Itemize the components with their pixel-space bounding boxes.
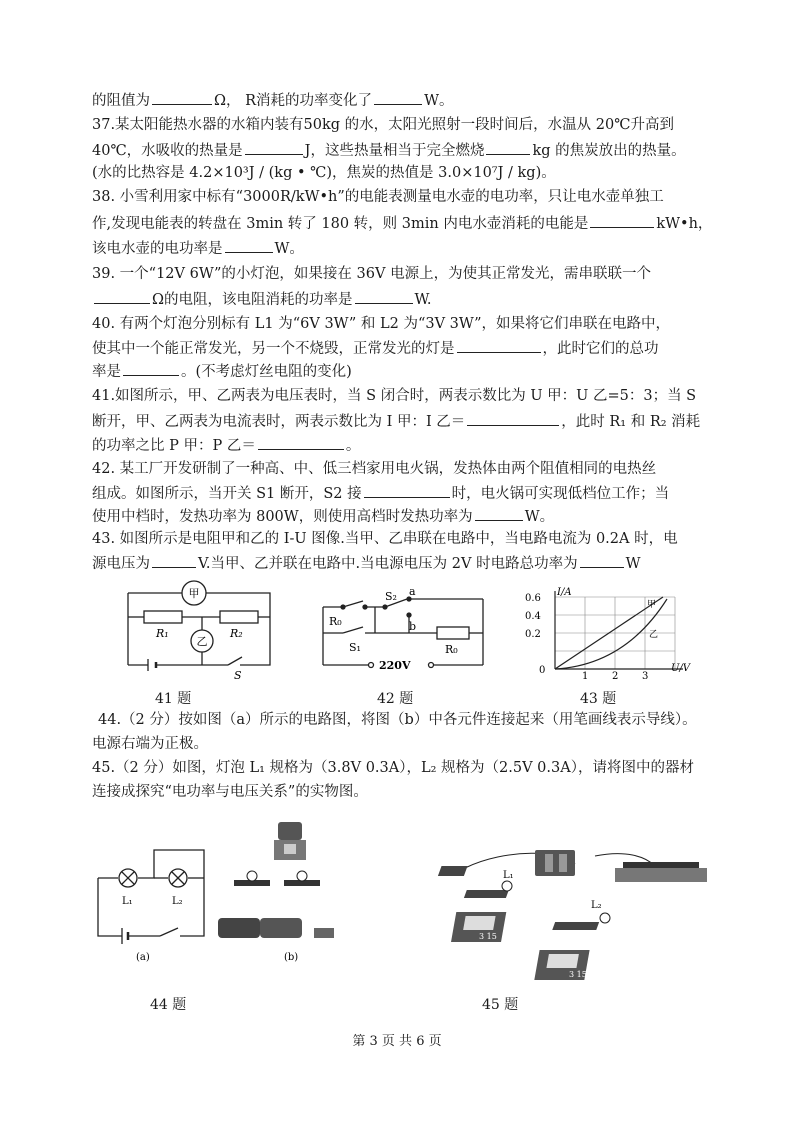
q40-line-1: 40. 有两个灯泡分别标有 L1 为“6V 3W” 和 L2 为“3V 3W”，如果将它们串联在电路中，: [92, 316, 670, 332]
y-axis-label: I/A: [557, 587, 572, 598]
answer-blank[interactable]: [457, 338, 541, 353]
figure-44b-components: [218, 822, 334, 938]
q43-line-2: 源电压为 V.当甲、乙并联在电路中.当电源电压为 2V 时电路总功率为 W: [92, 553, 640, 574]
q41-line-1: 41.如图所示，甲、乙两表为电压表时，当 S 闭合时，两表示数比为 U 甲：U 乙=5：3；当 S: [92, 388, 697, 404]
figure-42-caption: 42 题: [377, 691, 414, 707]
curve-yi-label: 乙: [649, 630, 659, 640]
x-tick-3: 3: [642, 671, 649, 682]
q38-line-1: 38. 小雪利用家中标有“3000R/kW•h”的电能表测量电水壶的电功率，只让电水壶单独工: [92, 189, 664, 205]
answer-blank[interactable]: [245, 140, 303, 155]
q36-tail-line: 的阻值为 Ω， R消耗的功率变化了 W。: [92, 90, 453, 111]
r1-label: R₁: [156, 627, 169, 640]
answer-blank[interactable]: [374, 90, 422, 105]
answer-blank[interactable]: [355, 289, 413, 304]
answer-blank[interactable]: [152, 90, 212, 105]
q40-line-2: 使其中一个能正常发光，另一个不烧毁，正常发光的灯是 ，此时它们的总功: [92, 338, 659, 359]
switch-component: [438, 866, 468, 876]
answer-blank[interactable]: [258, 435, 344, 450]
sub-a-label: (a): [136, 952, 150, 963]
answer-blank[interactable]: [590, 213, 654, 228]
q37-line-3: (水的比热容是 4.2×10³J / (kg • ℃)，焦炭的热值是 3.0×10⁷J / kg)。: [92, 165, 556, 181]
meter-1-scale: 3 15: [479, 932, 497, 941]
r2-label: R₂: [230, 627, 243, 640]
lamp-l2-component: [552, 913, 610, 930]
figure-41-circuit: [120, 585, 280, 682]
q44-line-1: 44.（2 分）按如图（a）所示的电路图，将图（b）中各元件连接起来（用笔画线表示导线）。: [98, 712, 697, 728]
l1-label: L₁: [503, 870, 514, 881]
q38-line-2: 作,发现电能表的转盘在 3min 转了 180 转，则 3min 内电水壶消耗的电能是 kW•h，: [92, 213, 712, 234]
q45-line-1: 45.（2 分）如图，灯泡 L₁ 规格为（3.8V 0.3A），L₂ 规格为（2.5V 0.3A），请将图中的器材: [92, 760, 694, 776]
x-tick-2: 2: [612, 671, 619, 682]
l2-label: L₂: [172, 896, 183, 907]
terminal-b-label: b: [409, 620, 417, 633]
q43-line-1: 43. 如图所示是电阻甲和乙的 I-U 图像.当甲、乙串联在电路中，当电路电流为 0.2A 时，电: [92, 531, 678, 547]
figure-43-iu-graph: [515, 585, 705, 680]
answer-blank[interactable]: [94, 289, 150, 304]
q45-line-2: 连接成探究“电功率与电压关系”的实物图。: [92, 784, 368, 800]
switch-s-label: S: [234, 669, 242, 682]
rheostat-component: [615, 862, 707, 882]
figure-41-caption: 41 题: [155, 691, 192, 707]
q39-line-2: Ω的电阻，该电阻消耗的功率是 W.: [92, 289, 432, 310]
r0-bottom-label: R₀: [445, 643, 458, 656]
x-tick-1: 1: [582, 671, 589, 682]
answer-blank[interactable]: [486, 140, 530, 155]
y-tick-0.2: 0.2: [525, 629, 541, 640]
q37-line-2: 40℃，水吸收的热量是 J，这些热量相当于完全燃烧 kg 的焦炭放出的热量。: [92, 140, 686, 161]
y-tick-0.4: 0.4: [525, 611, 541, 622]
switch-s1-label: S₁: [349, 641, 361, 654]
meter-jia-label: 甲: [188, 587, 200, 600]
terminal-a-label: a: [409, 585, 416, 598]
q38-line-3: 该电水壶的电功率是 W。: [92, 238, 304, 259]
curve-jia-label: 甲: [647, 600, 657, 610]
q39-line-1: 39. 一个“12V 6W”的小灯泡，如果接在 36V 电源上，为使其正常发光，需串联联一个: [92, 266, 652, 282]
figure-45-caption: 45 题: [482, 997, 519, 1013]
q44-line-2: 电源右端为正极。: [92, 736, 208, 752]
answer-blank[interactable]: [152, 553, 196, 568]
q42-line-3: 使用中档时，发热功率为 800W，则使用高档时发热功率为 W。: [92, 506, 554, 527]
lamp-l1-component: [464, 881, 512, 898]
q40-line-3: 率是 。(不考虑灯丝电阻的变化): [92, 361, 352, 382]
x-axis-label: U/V: [671, 663, 691, 674]
q42-line-2: 组成。如图所示，当开关 S1 断开，S2 接 时，电火锅可实现低档位工作；当: [92, 483, 669, 504]
answer-blank[interactable]: [364, 483, 450, 498]
meter-2-scale: 3 15: [569, 970, 587, 979]
r0-top-label: R₀: [329, 615, 342, 628]
l2-label: L₂: [591, 900, 602, 911]
q37-line-1: 37.某太阳能热水器的水箱内装有50kg 的水，太阳光照射一段时间后，水温从 20℃升高到: [92, 117, 674, 133]
page-footer: 第 3 页 共 6 页: [352, 1034, 442, 1049]
answer-blank[interactable]: [225, 238, 273, 253]
figure-42-circuit: [315, 585, 490, 680]
figure-45-apparatus: [445, 840, 720, 990]
figure-44: [88, 810, 338, 970]
meter-yi-label: 乙: [196, 635, 208, 648]
q41-line-2: 断开，甲、乙两表为电流表时，两表示数比为 I 甲：I 乙＝ ，此时 R₁ 和 R₂ 消耗: [92, 411, 700, 432]
figure-43-caption: 43 题: [580, 691, 617, 707]
l1-label: L₁: [122, 896, 133, 907]
q42-line-1: 42. 某工厂开发研制了一种高、中、低三档家用电火锅，发热体由两个阻值相同的电热丝: [92, 461, 657, 477]
answer-blank[interactable]: [580, 553, 624, 568]
sub-b-label: (b): [284, 952, 299, 963]
answer-blank[interactable]: [123, 361, 179, 376]
switch-s2-label: S₂: [385, 590, 397, 603]
x-tick-0: 0: [539, 665, 546, 676]
voltage-label: 220V: [379, 659, 411, 672]
battery-component: [535, 850, 575, 876]
answer-blank[interactable]: [467, 411, 559, 426]
figure-44-caption: 44 题: [150, 997, 187, 1013]
y-tick-0.6: 0.6: [525, 593, 541, 604]
answer-blank[interactable]: [475, 506, 523, 521]
q41-line-3: 的功率之比 P 甲：P 乙＝ 。: [92, 435, 360, 456]
